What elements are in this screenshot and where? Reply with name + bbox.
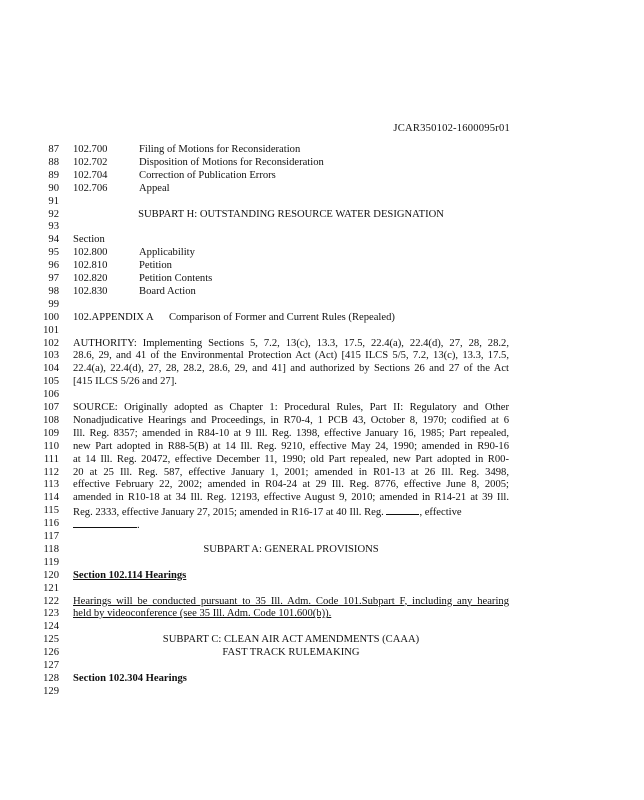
document-line: [0, 466, 644, 479]
section-heading: Section 102.114 Hearings: [73, 569, 187, 581]
line-number: 94: [48, 234, 59, 246]
document-line: [0, 195, 644, 208]
section-number: 102.800: [73, 247, 108, 259]
line-number: 118: [43, 543, 59, 555]
document-id: JCAR350102-1600095r01: [393, 123, 510, 134]
body-text: AUTHORITY: Implementing Sections 5, 7.2, 13(c), 13.3, 17.5, 22.4(a), 22.4(d), 27, 28, 28.2,: [73, 337, 509, 349]
line-number: 113: [43, 479, 59, 491]
section-number: 102.702: [73, 156, 108, 168]
body-text: new Part adopted in R88-5(B) at 14 Ill. Reg. 9210, effective May 24, 1990; amended in R90-16: [73, 440, 509, 452]
document-line: [0, 517, 644, 530]
section-title: Disposition of Motions for Reconsideration: [139, 156, 324, 168]
document-line: [0, 259, 644, 272]
line-number: 88: [48, 156, 59, 168]
section-number: 102.820: [73, 273, 108, 284]
line-number: 103: [43, 350, 59, 362]
line-number: 123: [43, 608, 59, 620]
document-line: [0, 298, 644, 311]
line-number: 110: [43, 440, 59, 452]
line-number: 120: [43, 569, 59, 581]
section-number: 102.830: [73, 285, 108, 297]
line-number: 91: [48, 195, 59, 207]
body-text: SOURCE: Originally adopted as Chapter 1: Procedural Rules, Part II: Regulatory and Other: [73, 402, 509, 413]
document-line: [0, 246, 644, 259]
document-line: [0, 491, 644, 504]
line-number: 89: [48, 169, 59, 181]
body-text: Nonadjudicative Hearings and Proceedings, in R70-4, 1 PCB 43, October 8, 1970; codified at 6: [73, 414, 509, 426]
body-text: 22.4(a), 22.4(d), 27, 28, 28.2, 28.6, 29, and 41] and authorized by Sections 26 and 27 of the Act: [73, 363, 509, 375]
subpart-heading: SUBPART H: OUTSTANDING RESOURCE WATER DESIGNATION: [138, 208, 444, 220]
line-number: 107: [43, 402, 59, 413]
document-line: [0, 659, 644, 672]
inserted-text: Hearings will be conducted pursuant to 35 Ill. Adm. Code 101.Subpart F, including any hearing: [73, 595, 509, 607]
document-line: [0, 401, 644, 414]
subpart-heading: SUBPART A: GENERAL PROVISIONS: [203, 543, 379, 555]
document-line: [0, 569, 644, 582]
document-line: [0, 311, 644, 324]
line-number: 96: [48, 260, 59, 272]
line-number: 109: [43, 427, 59, 439]
line-number: 101: [43, 324, 59, 336]
line-number: 121: [43, 582, 59, 594]
document-line: [0, 349, 644, 362]
line-number: 98: [48, 285, 59, 297]
document-line: [0, 607, 644, 620]
body-text: 28.6, 29, and 41 of the Environmental Protection Act (Act) [415 ILCS 5/5, 7.2, 13(c), 13.3, 17.5,: [73, 350, 509, 362]
document-line: [0, 362, 644, 375]
subpart-heading: SUBPART C: CLEAN AIR ACT AMENDMENTS (CAAA): [162, 634, 420, 646]
body-text: at 14 Ill. Reg. 20472, effective December 11, 1990; old Part repealed, new Part adopted in R00-: [73, 453, 509, 465]
line-number: 125: [43, 634, 59, 646]
section-title: Applicability: [139, 247, 195, 259]
section-title: Appeal: [139, 182, 170, 194]
body-text: 102.APPENDIX A Comparison of Former and Current Rules (Repealed): [73, 311, 395, 323]
inserted-text: held by videoconference (see 35 Ill. Adm. Code 101.600(b)).: [73, 608, 332, 620]
subpart-heading: FAST TRACK RULEMAKING: [222, 647, 360, 659]
line-number: 114: [43, 492, 59, 504]
line-number: 99: [48, 298, 59, 310]
document-line: [0, 427, 644, 440]
document-line: [0, 478, 644, 491]
line-number: 95: [48, 247, 59, 259]
line-number: 117: [43, 531, 59, 542]
document-line: [0, 285, 644, 298]
body-text-part: Reg. 2333, effective January 27, 2015; amended in R16-17 at 40 Ill. Reg.: [73, 507, 384, 519]
body-text: effective February 22, 2002; amended in R04-24 at 29 Ill. Reg. 8776, effective June 8, 2005;: [73, 479, 509, 491]
document-line: [0, 633, 644, 646]
document-line: [0, 646, 644, 659]
line-number: 92: [48, 208, 59, 220]
section-number: 102.810: [73, 260, 108, 272]
section-number: Section: [73, 234, 105, 246]
line-number: 90: [48, 182, 59, 194]
line-number: 115: [43, 505, 59, 517]
document-line: [0, 582, 644, 595]
document-line: [0, 272, 644, 285]
document-line: [0, 414, 644, 427]
section-title: Filing of Motions for Reconsideration: [139, 144, 301, 155]
document-line: [0, 453, 644, 466]
document-line: [0, 440, 644, 453]
document-line: [0, 543, 644, 556]
line-number: 105: [43, 376, 59, 388]
body-text-part: , effective: [419, 507, 462, 519]
document-line: [0, 337, 644, 350]
line-number: 87: [48, 144, 59, 155]
body-text: [415 ILCS 5/26 and 27].: [73, 376, 177, 388]
document-line: [0, 208, 644, 221]
document-line: [0, 388, 644, 401]
document-line: [0, 620, 644, 633]
effective-date-blank: [73, 517, 137, 528]
body-text-part: .: [137, 520, 140, 532]
line-number: 97: [48, 273, 59, 284]
document-line: [0, 169, 644, 182]
line-number: 112: [43, 466, 59, 478]
body-text: 20 at 25 Ill. Reg. 587, effective January 1, 2001; amended in R01-13 at 26 Ill. Reg. 3498,: [73, 466, 509, 478]
line-number: 111: [43, 453, 59, 465]
line-number: 124: [43, 621, 59, 633]
section-number: 102.706: [73, 182, 108, 194]
line-number: 106: [43, 389, 59, 401]
line-number: 116: [43, 518, 59, 530]
document-line: [0, 156, 644, 169]
body-text: Ill. Reg. 8357; amended in R84-10 at 9 Ill. Reg. 1398, effective January 16, 1985; Part repealed,: [73, 427, 509, 439]
section-title: Petition Contents: [139, 273, 213, 284]
document-line: [0, 556, 644, 569]
line-number: 126: [43, 647, 59, 659]
section-number: 102.700: [73, 144, 108, 155]
section-title: Petition: [139, 260, 172, 272]
document-line: [0, 182, 644, 195]
document-line: [0, 685, 644, 698]
register-page-blank: [386, 504, 419, 515]
line-number: 129: [43, 685, 59, 697]
section-title: Correction of Publication Errors: [139, 169, 276, 181]
section-title: Board Action: [139, 285, 196, 297]
document-line: [0, 504, 644, 517]
document-line: [0, 672, 644, 685]
line-number: 93: [48, 221, 59, 233]
line-number: 108: [43, 414, 59, 426]
line-number: 102: [43, 337, 59, 349]
document-line: [0, 324, 644, 337]
line-number: 100: [43, 311, 59, 323]
line-number: 128: [43, 672, 59, 684]
line-number: 122: [43, 595, 59, 607]
line-number: 104: [43, 363, 59, 375]
document-line: [0, 595, 644, 608]
section-heading: Section 102.304 Hearings: [73, 672, 187, 684]
section-number: 102.704: [73, 169, 108, 181]
document-line: [0, 143, 644, 156]
line-number: 127: [43, 660, 59, 671]
document-line: [0, 220, 644, 233]
document-line: [0, 233, 644, 246]
body-text: amended in R10-18 at 34 Ill. Reg. 12193, effective August 9, 2010; amended in R14-21 at 39 Ill.: [73, 492, 509, 504]
line-number: 119: [43, 556, 59, 568]
document-line: [0, 375, 644, 388]
document-line: [0, 530, 644, 543]
